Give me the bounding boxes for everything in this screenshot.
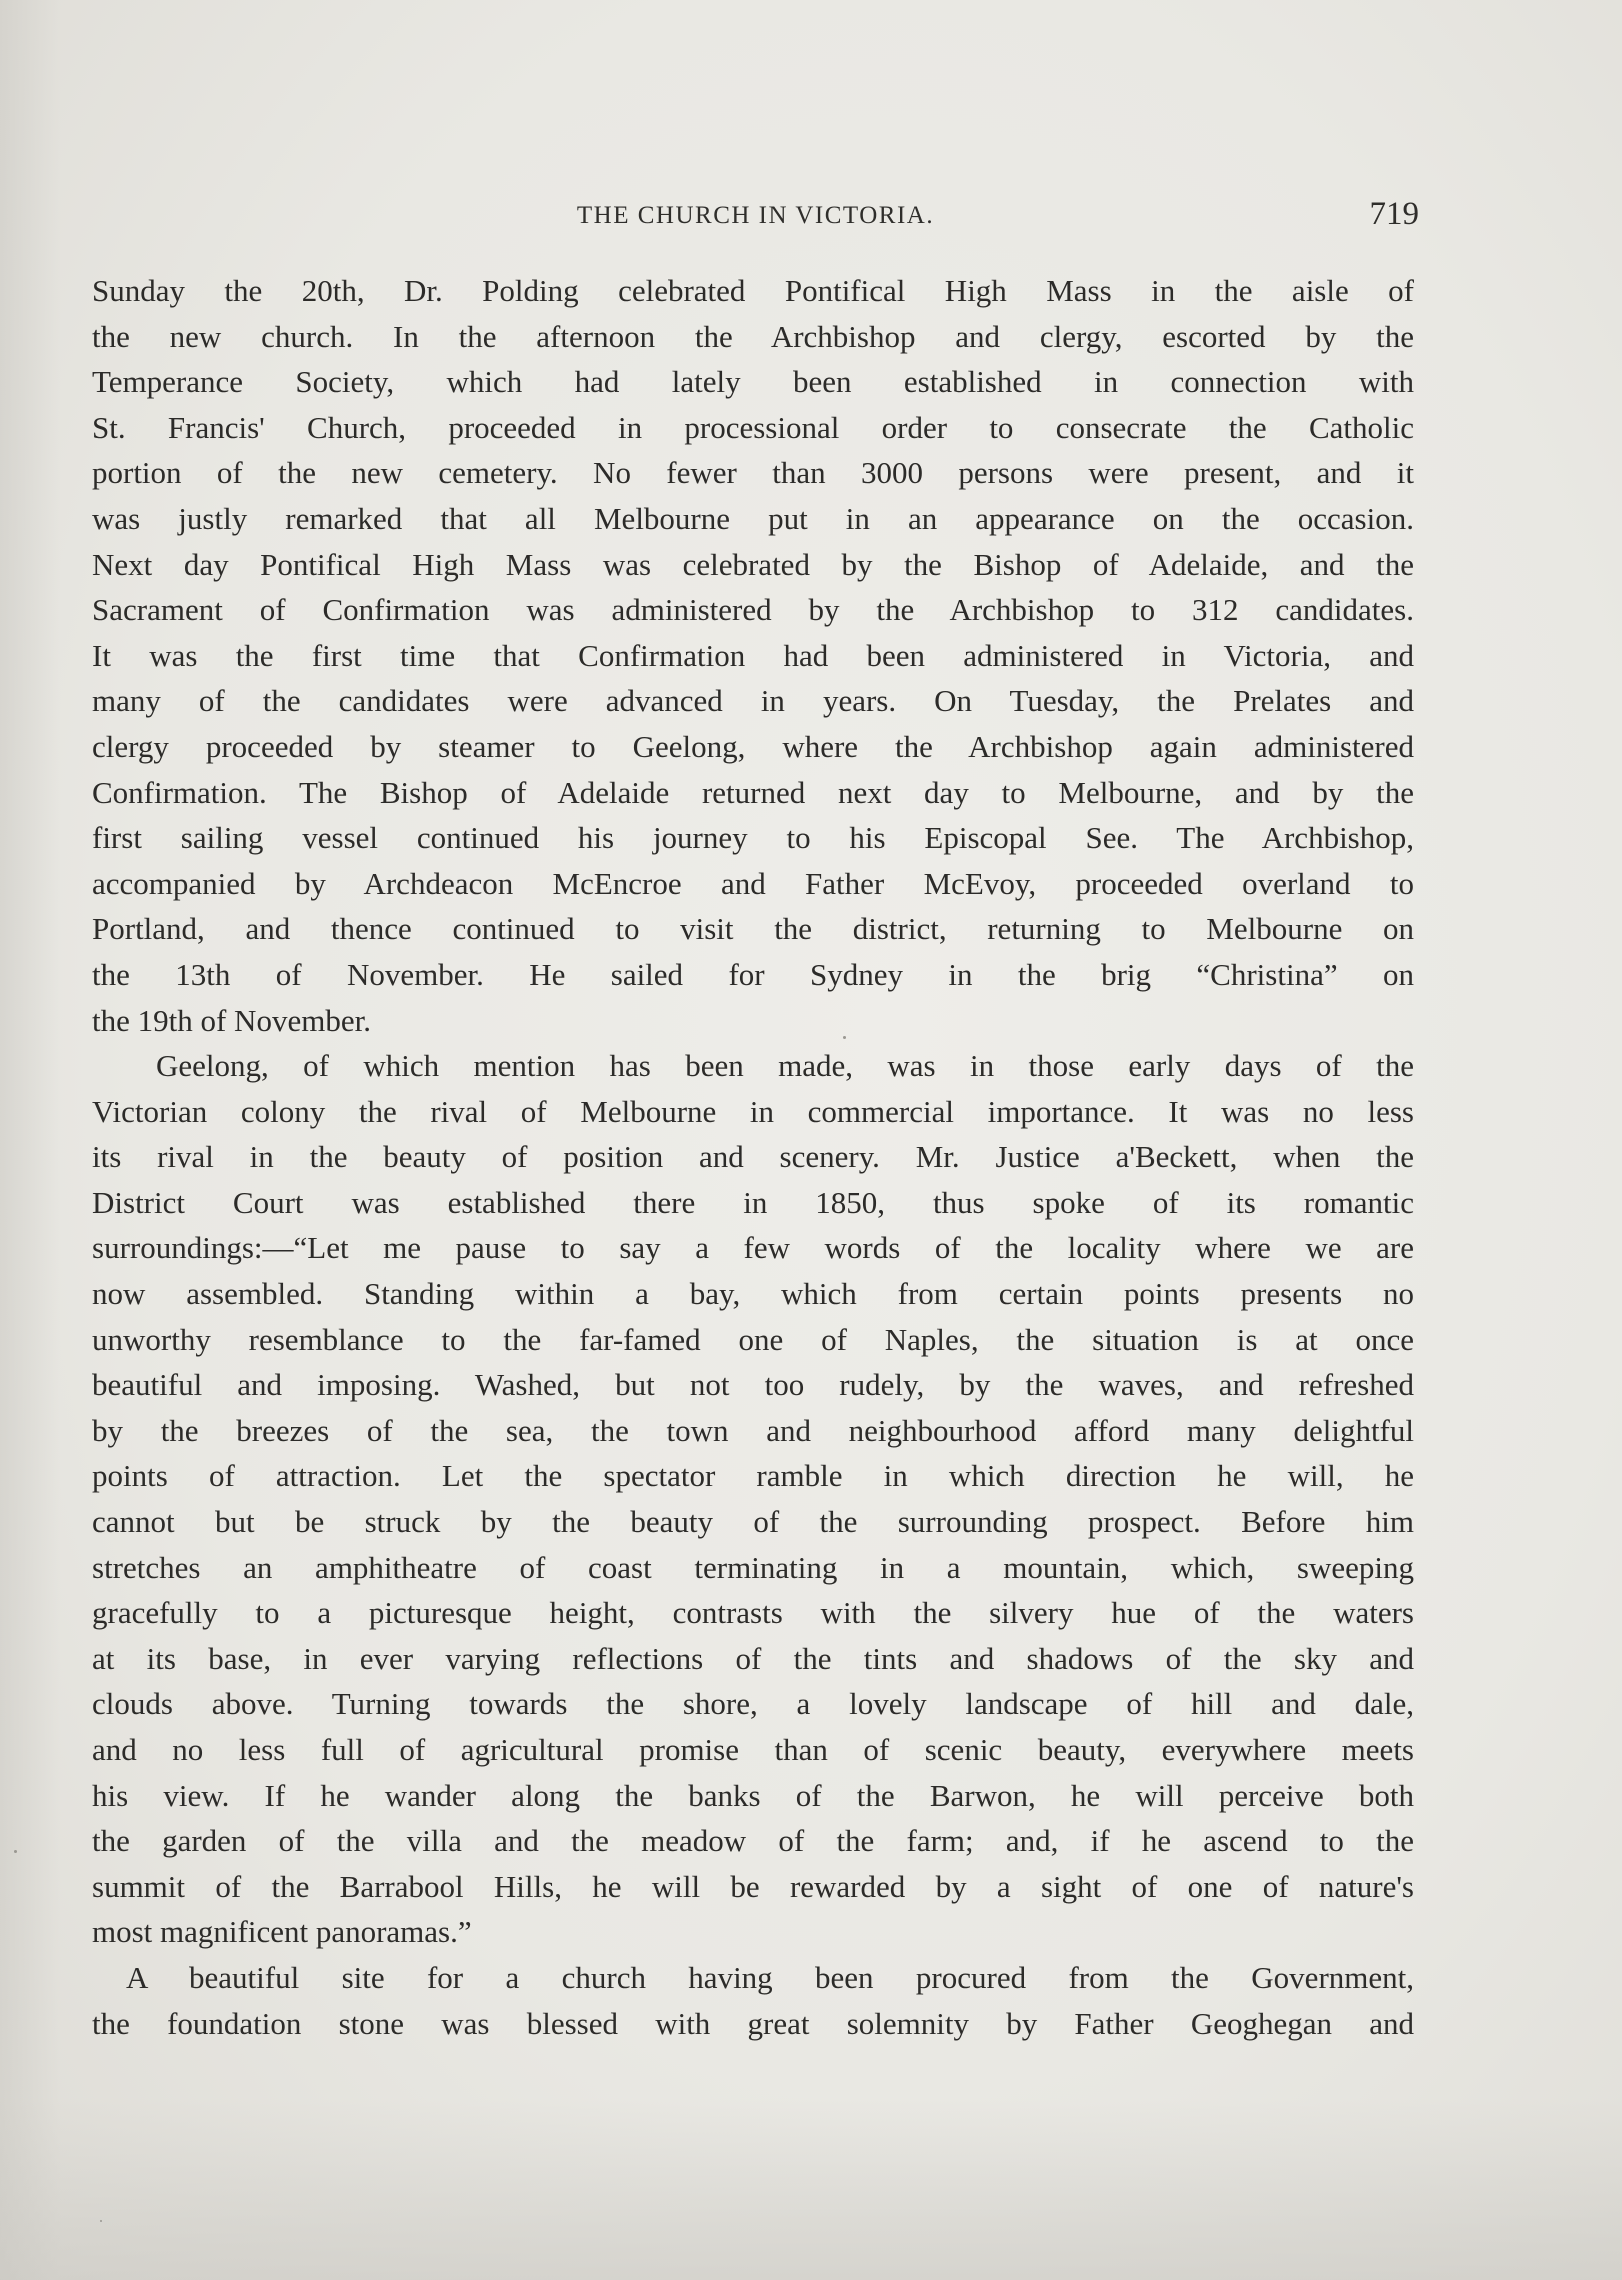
paragraph-3: [92, 1955, 1414, 2046]
text-line: District Court was established there in 1850, thus spoke of its romantic: [92, 1184, 1414, 1220]
page-bottom-shadow: [0, 2100, 1622, 2280]
text-line: and no less full of agricultural promise than of scenic beauty, everywhere meets: [92, 1732, 1414, 1767]
text-line: his view. If he wander along the banks of the Barwon, he will perceive both: [92, 1777, 1414, 1813]
text-line: the 19th of November.: [92, 1002, 371, 1038]
paragraph-1: [92, 268, 1414, 1043]
page-gutter-shadow: [0, 0, 60, 2280]
text-line: now assembled. Standing within a bay, which from certain points presents no: [92, 1276, 1414, 1312]
text-line: Sacrament of Confirmation was administered by the Archbishop to 312 candidates.: [92, 592, 1414, 628]
text-line: beautiful and imposing. Washed, but not too rudely, by the waves, and refreshed: [92, 1367, 1414, 1403]
text-line: surroundings:—“Let me pause to say a few words of the locality where we are: [92, 1230, 1414, 1266]
paper-speck: [14, 1850, 17, 1853]
page-number: 719: [1369, 196, 1419, 232]
text-line: St. Francis' Church, proceeded in processional order to consecrate the Catholic: [92, 409, 1414, 445]
text-line: points of attraction. Let the spectator ramble in which direction he will, he: [92, 1458, 1414, 1494]
text-line: many of the candidates were advanced in years. On Tuesday, the Prelates and: [92, 683, 1414, 719]
text-line: by the breezes of the sea, the town and neighbourhood afford many delightful: [92, 1412, 1414, 1448]
text-line: Victorian colony the rival of Melbourne in commercial importance. It was no less: [92, 1093, 1414, 1129]
text-line: gracefully to a picturesque height, contrasts with the silvery hue of the waters: [92, 1595, 1414, 1631]
text-line: the garden of the villa and the meadow of the farm; and, if he ascend to the: [92, 1823, 1414, 1859]
text-line: the new church. In the afternoon the Archbishop and clergy, escorted by the: [92, 318, 1414, 354]
text-line: Confirmation. The Bishop of Adelaide returned next day to Melbourne, and by the: [92, 774, 1414, 810]
text-line: stretches an amphitheatre of coast terminating in a mountain, which, sweeping: [92, 1549, 1414, 1585]
text-line: A beautiful site for a church having been procured from the Government,: [126, 1959, 1414, 1995]
paper-speck: [100, 2220, 102, 2222]
text-line: portion of the new cemetery. No fewer than 3000 persons were present, and it: [92, 455, 1414, 491]
text-line: its rival in the beauty of position and scenery. Mr. Justice a'Beckett, when the: [92, 1139, 1414, 1175]
text-line: Geelong, of which mention has been made, was in those early days of the: [156, 1048, 1414, 1084]
paper-speck: [843, 1036, 846, 1039]
paragraph-2: [92, 1043, 1414, 1955]
text-line: clouds above. Turning towards the shore, a lovely landscape of hill and dale,: [92, 1686, 1414, 1722]
text-line: the 13th of November. He sailed for Sydney in the brig “Christina” on: [92, 956, 1414, 992]
text-line: most magnificent panoramas.”: [92, 1914, 472, 1950]
text-line: summit of the Barrabool Hills, he will be rewarded by a sight of one of nature's: [92, 1868, 1414, 1904]
text-line: the foundation stone was blessed with great solemnity by Father Geoghegan and: [92, 2005, 1414, 2041]
running-head: [92, 196, 1419, 236]
text-line: Sunday the 20th, Dr. Polding celebrated Pontifical High Mass in the aisle of: [92, 273, 1414, 308]
text-line: first sailing vessel continued his journey to his Episcopal See. The Archbishop,: [92, 820, 1414, 856]
body-text: [92, 268, 1414, 2046]
text-line: Temperance Society, which had lately been established in connection with: [92, 364, 1414, 400]
text-line: Next day Pontifical High Mass was celebrated by the Bishop of Adelaide, and the: [92, 546, 1414, 582]
text-line: cannot but be struck by the beauty of the surrounding prospect. Before him: [92, 1504, 1414, 1540]
text-line: accompanied by Archdeacon McEncroe and Father McEvoy, proceeded overland to: [92, 865, 1414, 901]
text-line: at its base, in ever varying reflections of the tints and shadows of the sky and: [92, 1640, 1414, 1676]
text-line: clergy proceeded by steamer to Geelong, where the Archbishop again administered: [92, 728, 1414, 764]
running-title: THE CHURCH IN VICTORIA.: [576, 202, 935, 229]
text-line: It was the first time that Confirmation had been administered in Victoria, and: [92, 637, 1414, 673]
text-line: unworthy resemblance to the far-famed one of Naples, the situation is at once: [92, 1321, 1414, 1357]
text-line: was justly remarked that all Melbourne put in an appearance on the occasion.: [92, 500, 1414, 536]
text-line: Portland, and thence continued to visit the district, returning to Melbourne on: [92, 911, 1414, 947]
